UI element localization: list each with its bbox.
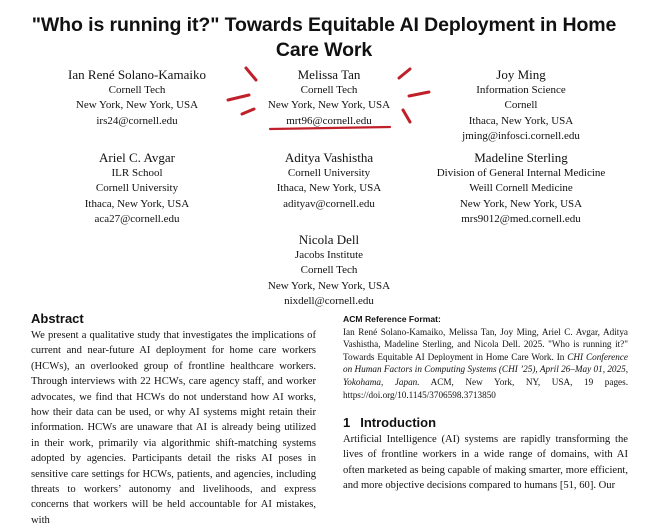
author-affiliation: Cornell University xyxy=(95,182,179,195)
author-affiliation: Weill Cornell Medicine xyxy=(469,182,573,195)
section-number: 1 xyxy=(343,415,351,430)
author-location: New York, New York, USA xyxy=(267,279,391,292)
author-affiliation: Cornell University xyxy=(287,167,371,179)
author-name: Joy Ming xyxy=(496,67,546,82)
author-name: Aditya Vashistha xyxy=(284,150,374,165)
author-email: nixdell@cornell.edu xyxy=(284,294,374,307)
acm-reference xyxy=(343,313,628,401)
author-location: Ithaca, New York, USA xyxy=(84,197,190,210)
author-affiliation: Cornell Tech xyxy=(300,264,358,277)
mark-stroke xyxy=(242,109,254,114)
author-name: Ariel C. Avgar xyxy=(99,150,175,165)
author-location: New York, New York, USA xyxy=(267,99,391,112)
author-name: Nicola Dell xyxy=(298,232,360,247)
author-email: aca27@cornell.edu xyxy=(94,212,180,225)
introduction-heading xyxy=(343,415,436,430)
author-location: Ithaca, New York, USA xyxy=(468,114,574,127)
mark-underline xyxy=(270,127,390,129)
acm-reference-label: ACM Reference Format: xyxy=(343,314,441,324)
mark-stroke xyxy=(403,110,410,122)
acm-reference-doi: ACM, New York, NY, USA, 19 pages. https://doi.org/10.1145/3706598.3713850 xyxy=(343,376,628,400)
introduction-text: Artificial Intelligence (AI) systems are rapidly transforming the lives of frontline workers in a wide range of domains, with AI often marketed as being capable of making smarter, more efficient, and more objective decisions compared to humans [51, 60]. Our xyxy=(343,434,628,492)
author-email: mrs9012@med.cornell.edu xyxy=(461,212,581,225)
author-location: New York, New York, USA xyxy=(459,197,583,210)
author-email: mrt96@cornell.edu xyxy=(286,114,372,127)
author-location: New York, New York, USA xyxy=(75,99,199,112)
author-email: adityav@cornell.edu xyxy=(283,197,375,210)
author-department: Information Science xyxy=(476,84,566,96)
author-department: Jacobs Institute xyxy=(294,249,364,261)
author-department: ILR School xyxy=(111,167,163,179)
author-name: Madeline Sterling xyxy=(474,150,568,165)
author-affiliation: Cornell xyxy=(504,99,538,112)
mark-stroke xyxy=(228,95,249,100)
author-email: jming@infosci.cornell.edu xyxy=(462,129,580,142)
abstract-text: We present a qualitative study that investigates the implications of current and near-future AI deployment for home care workers (HCWs), an overlooked group of frontline healthcare workers. Through interviews with 22 HCWs, care agency staff, and worker advocates, we find that HCWs do not understand how AI works, how their data can be used, or why AI systems might retain their information. HCWs are unaware that AI is already being utilized in their work, primarily via algorithmic shift-matching systems adopted by agencies. Participants detail the risks AI poses in sensitive care settings for HCWs, patients, and agencies, including threats to workers’ autonomy and livelihoods, and express concerns that workers will be held accountable for AI mistakes, with xyxy=(31,330,316,526)
author-affiliation: Cornell Tech xyxy=(108,84,166,96)
author-name: Melissa Tan xyxy=(297,67,361,82)
mark-stroke xyxy=(399,69,410,78)
acm-reference-venue: CHI Conference on Human Factors in Computing Systems (CHI ’25), April 26–May 01, 2025, Yokohama, Japan. xyxy=(343,351,628,387)
mark-stroke xyxy=(246,68,256,80)
author-location: Ithaca, New York, USA xyxy=(276,182,382,195)
author-email: irs24@cornell.edu xyxy=(96,114,178,127)
author-name: Ian René Solano-Kamaiko xyxy=(68,67,206,82)
mark-stroke xyxy=(409,92,429,96)
section-title: Introduction xyxy=(360,415,437,430)
author-department: Division of General Internal Medicine xyxy=(436,167,606,179)
abstract-heading: Abstract xyxy=(31,311,84,326)
author-affiliation: Cornell Tech xyxy=(300,84,358,96)
acm-reference-citation: Ian René Solano-Kamaiko, Melissa Tan, Joy Ming, Ariel C. Avgar, Aditya Vashistha, Madeline Sterling, and Nicola Dell. 2025. "Who is running it?" Towards Equitable AI Deployment in Home Care Work. In xyxy=(343,326,628,362)
paper-title: "Who is running it?" Towards Equitable AI Deployment in Home Care Work xyxy=(31,14,617,61)
